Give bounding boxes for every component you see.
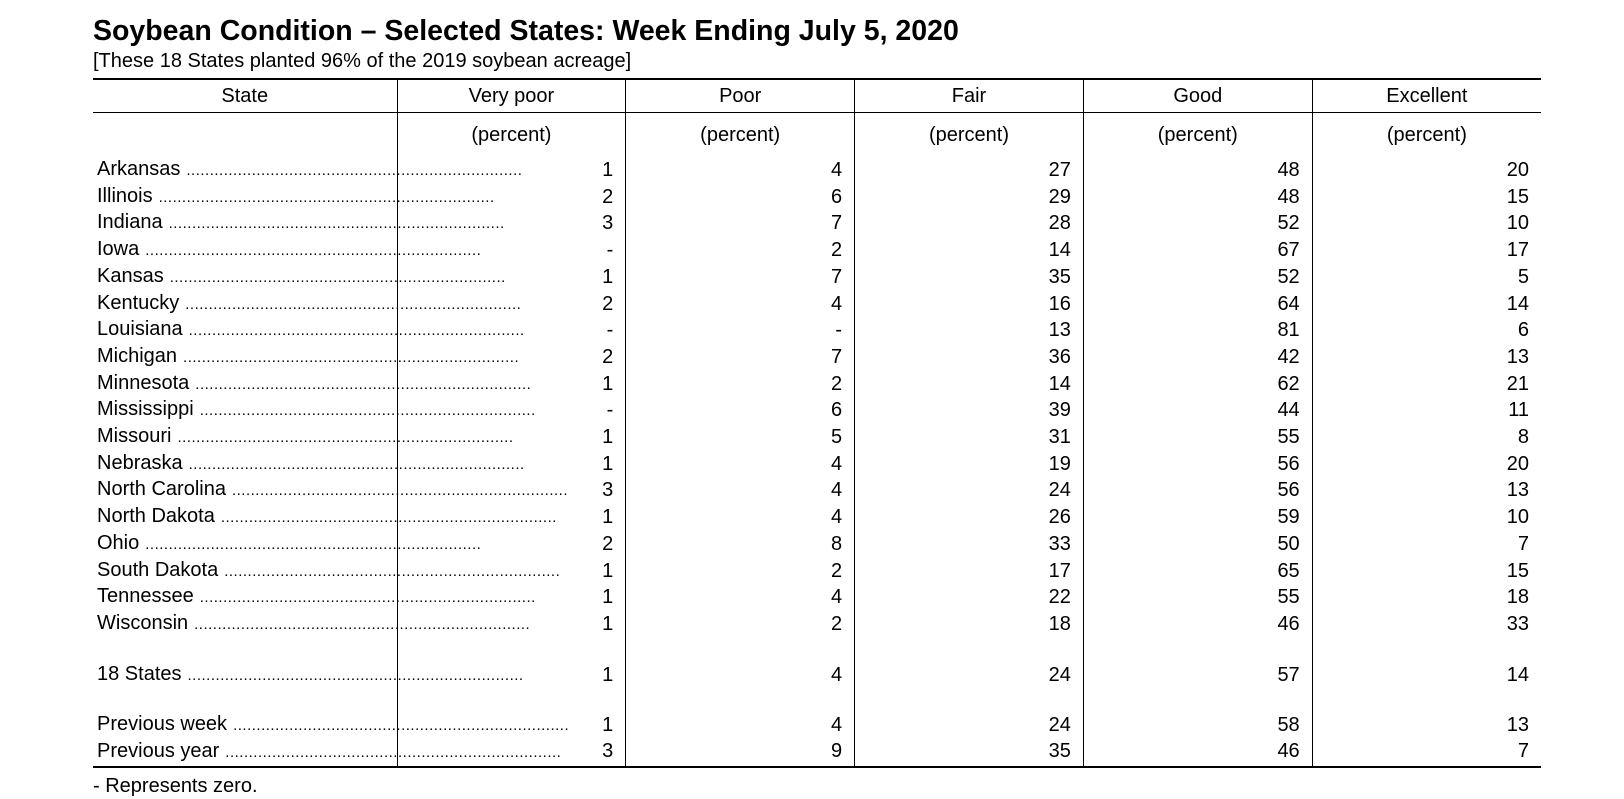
value-cell-excellent: 5 [1312, 264, 1541, 291]
table-row [93, 558, 1541, 585]
value-cell-excellent: 7 [1312, 739, 1541, 767]
value-cell-fair: 16 [855, 291, 1084, 318]
dot-leader: ........................................................................ [158, 188, 495, 206]
value-cell-poor: - [626, 317, 855, 344]
state-cell [93, 451, 525, 478]
state-name: Michigan [97, 344, 178, 367]
value-cell-very-poor: 2 [397, 184, 626, 211]
dot-leader: ........................................................................ [186, 162, 523, 179]
value-cell-fair: 13 [855, 317, 1084, 344]
dot-leader: ........................................................................ [188, 322, 525, 340]
spacer-cell [1312, 638, 1541, 662]
dot-leader: ........................................................................ [199, 402, 536, 420]
value-cell-excellent: 18 [1312, 584, 1541, 611]
state-name: Kansas [97, 264, 164, 287]
value-cell-very-poor: 3 [397, 210, 626, 237]
table-row [93, 611, 1541, 638]
value-cell-excellent: 8 [1312, 424, 1541, 451]
spacer-cell [1312, 688, 1541, 712]
state-cell [93, 531, 482, 558]
value-cell-poor: 4 [626, 712, 855, 739]
dot-leader: ........................................................................ [177, 429, 514, 447]
table-row [93, 184, 1541, 211]
value-cell-poor: 5 [626, 424, 855, 451]
table-body [93, 113, 1541, 768]
value-cell-good: 48 [1083, 157, 1312, 184]
value-cell-fair: 39 [855, 397, 1084, 424]
value-cell-good: 55 [1083, 424, 1312, 451]
column-header-good: Good [1083, 79, 1312, 113]
value-cell-excellent: 13 [1312, 712, 1541, 739]
state-cell [93, 739, 562, 767]
value-cell-very-poor: 2 [397, 344, 626, 371]
state-label-leader [97, 157, 523, 184]
units-cell-excellent: (percent) [1312, 113, 1541, 158]
state-cell [93, 712, 570, 739]
state-cell [93, 397, 536, 424]
value-cell-good: 55 [1083, 584, 1312, 611]
state-name: Illinois [97, 184, 153, 207]
column-header-fair: Fair [855, 79, 1084, 113]
dot-leader: ........................................................................ [220, 509, 557, 527]
value-cell-excellent: 14 [1312, 662, 1541, 689]
value-cell-poor: 4 [626, 291, 855, 318]
table-row [93, 157, 1541, 184]
state-name: Kentucky [97, 291, 180, 314]
state-label-leader [97, 558, 561, 585]
column-header-very-poor: Very poor [397, 79, 626, 113]
spacer-cell [397, 638, 626, 662]
spacer-cell [626, 688, 855, 712]
spacer-cell [855, 638, 1084, 662]
dot-leader: ........................................................................ [194, 615, 531, 633]
comparison-row [93, 739, 1541, 767]
table-row [93, 291, 1541, 318]
dot-leader: ........................................................................ [145, 535, 482, 553]
state-label-leader [97, 371, 532, 398]
state-label-leader [97, 237, 482, 264]
value-cell-very-poor: 2 [397, 291, 626, 318]
state-cell [93, 477, 569, 504]
state-label-leader [97, 424, 514, 451]
header-row [93, 79, 1541, 113]
state-label-leader [97, 584, 536, 611]
value-cell-good: 52 [1083, 264, 1312, 291]
value-cell-fair: 26 [855, 504, 1084, 531]
value-cell-excellent: 15 [1312, 184, 1541, 211]
state-label-leader [97, 264, 506, 291]
state-label-leader [97, 662, 524, 689]
value-cell-excellent: 10 [1312, 504, 1541, 531]
state-name: Previous year [97, 740, 220, 763]
units-cell-state [93, 113, 397, 158]
value-cell-good: 56 [1083, 451, 1312, 478]
value-cell-very-poor: 1 [397, 662, 626, 689]
dot-leader: ........................................................................ [231, 482, 569, 500]
units-cell-very-poor: (percent) [397, 113, 626, 158]
dot-leader: ........................................................................ [195, 375, 532, 393]
spacer-row [93, 688, 1541, 712]
dot-leader: ........................................................................ [233, 717, 570, 735]
column-header-excellent: Excellent [1312, 79, 1541, 113]
table-row [93, 344, 1541, 371]
spacer-cell [397, 688, 626, 712]
total-row [93, 662, 1541, 689]
state-cell [93, 157, 523, 184]
value-cell-good: 59 [1083, 504, 1312, 531]
value-cell-good: 62 [1083, 371, 1312, 398]
value-cell-fair: 24 [855, 712, 1084, 739]
value-cell-excellent: 10 [1312, 210, 1541, 237]
value-cell-excellent: 6 [1312, 317, 1541, 344]
state-name: Minnesota [97, 371, 190, 394]
dot-leader: ........................................................................ [168, 215, 505, 233]
state-label-leader [97, 184, 495, 211]
state-label-leader [97, 504, 557, 531]
value-cell-very-poor: 1 [397, 264, 626, 291]
value-cell-very-poor: - [397, 397, 626, 424]
units-cell-fair: (percent) [855, 113, 1084, 158]
value-cell-very-poor: 1 [397, 584, 626, 611]
table-row [93, 264, 1541, 291]
value-cell-good: 42 [1083, 344, 1312, 371]
value-cell-excellent: 13 [1312, 477, 1541, 504]
value-cell-poor: 2 [626, 371, 855, 398]
value-cell-very-poor: 1 [397, 712, 626, 739]
value-cell-poor: 7 [626, 344, 855, 371]
state-cell [93, 210, 505, 237]
value-cell-fair: 18 [855, 611, 1084, 638]
value-cell-poor: 4 [626, 504, 855, 531]
value-cell-fair: 27 [855, 157, 1084, 184]
dot-leader: ........................................................................ [169, 268, 506, 286]
spacer-cell [93, 638, 397, 662]
value-cell-fair: 19 [855, 451, 1084, 478]
value-cell-poor: 2 [626, 237, 855, 264]
value-cell-good: 57 [1083, 662, 1312, 689]
table-row [93, 397, 1541, 424]
table-row [93, 477, 1541, 504]
footnote: - Represents zero. [93, 775, 258, 798]
state-cell [93, 424, 514, 451]
table-row [93, 424, 1541, 451]
value-cell-fair: 33 [855, 531, 1084, 558]
state-name: Mississippi [97, 398, 194, 421]
value-cell-fair: 14 [855, 371, 1084, 398]
value-cell-fair: 24 [855, 477, 1084, 504]
value-cell-excellent: 13 [1312, 344, 1541, 371]
state-name: Tennessee [97, 585, 194, 608]
dot-leader: ........................................................................ [145, 242, 482, 260]
value-cell-very-poor: - [397, 237, 626, 264]
table-row [93, 210, 1541, 237]
state-name: Missouri [97, 425, 172, 448]
value-cell-very-poor: 1 [397, 611, 626, 638]
value-cell-fair: 35 [855, 739, 1084, 767]
value-cell-excellent: 33 [1312, 611, 1541, 638]
spacer-cell [93, 688, 397, 712]
value-cell-poor: 2 [626, 611, 855, 638]
value-cell-good: 64 [1083, 291, 1312, 318]
state-name: Indiana [97, 211, 163, 234]
value-cell-good: 44 [1083, 397, 1312, 424]
state-cell [93, 291, 522, 318]
dot-leader: ........................................................................ [224, 562, 561, 580]
value-cell-good: 81 [1083, 317, 1312, 344]
value-cell-poor: 4 [626, 477, 855, 504]
state-cell [93, 317, 525, 344]
state-label-leader [97, 531, 482, 558]
state-cell [93, 344, 520, 371]
value-cell-fair: 22 [855, 584, 1084, 611]
state-cell [93, 558, 561, 585]
state-name: South Dakota [97, 558, 219, 581]
table-row [93, 504, 1541, 531]
value-cell-fair: 31 [855, 424, 1084, 451]
value-cell-good: 50 [1083, 531, 1312, 558]
spacer-cell [626, 638, 855, 662]
state-cell [93, 662, 524, 689]
value-cell-very-poor: 3 [397, 739, 626, 767]
dot-leader: ........................................................................ [225, 744, 562, 762]
state-name: Nebraska [97, 451, 183, 474]
value-cell-fair: 35 [855, 264, 1084, 291]
state-label-leader [97, 611, 531, 638]
state-cell [93, 611, 531, 638]
state-name: 18 States [97, 662, 182, 685]
dot-leader: ........................................................................ [188, 455, 525, 473]
table-row [93, 317, 1541, 344]
state-name: Louisiana [97, 318, 183, 341]
value-cell-poor: 7 [626, 264, 855, 291]
column-header-state: State [93, 79, 397, 113]
value-cell-poor: 6 [626, 184, 855, 211]
value-cell-poor: 4 [626, 157, 855, 184]
value-cell-poor: 2 [626, 558, 855, 585]
state-name: Ohio [97, 531, 140, 554]
dot-leader: ........................................................................ [199, 589, 536, 607]
spacer-cell [855, 688, 1084, 712]
value-cell-good: 48 [1083, 184, 1312, 211]
spacer-row [93, 638, 1541, 662]
report-page [93, 14, 1541, 799]
value-cell-poor: 4 [626, 451, 855, 478]
state-label-leader [97, 397, 536, 424]
table-row [93, 531, 1541, 558]
table-row [93, 371, 1541, 398]
report-title: Soybean Condition – Selected States: Week Ending July 5, 2020 [93, 15, 959, 47]
value-cell-very-poor: 1 [397, 157, 626, 184]
value-cell-very-poor: - [397, 317, 626, 344]
value-cell-very-poor: 1 [397, 451, 626, 478]
state-name: Arkansas [97, 158, 181, 180]
state-label-leader [97, 210, 505, 237]
value-cell-poor: 4 [626, 584, 855, 611]
value-cell-good: 65 [1083, 558, 1312, 585]
state-name: Wisconsin [97, 611, 189, 634]
value-cell-good: 46 [1083, 739, 1312, 767]
state-cell [93, 584, 536, 611]
state-cell [93, 504, 557, 531]
units-cell-poor: (percent) [626, 113, 855, 158]
table-header [93, 79, 1541, 113]
state-label-leader [97, 317, 525, 344]
state-cell [93, 264, 506, 291]
value-cell-fair: 14 [855, 237, 1084, 264]
state-label-leader [97, 477, 569, 504]
units-row [93, 113, 1541, 158]
value-cell-good: 56 [1083, 477, 1312, 504]
state-cell [93, 184, 495, 211]
table-row [93, 237, 1541, 264]
state-cell [93, 371, 532, 398]
value-cell-excellent: 11 [1312, 397, 1541, 424]
state-label-leader [97, 344, 520, 371]
value-cell-excellent: 17 [1312, 237, 1541, 264]
value-cell-excellent: 7 [1312, 531, 1541, 558]
value-cell-poor: 9 [626, 739, 855, 767]
value-cell-excellent: 14 [1312, 291, 1541, 318]
state-cell [93, 237, 482, 264]
dot-leader: ........................................................................ [183, 348, 520, 366]
value-cell-very-poor: 1 [397, 371, 626, 398]
state-label-leader [97, 291, 522, 318]
value-cell-good: 46 [1083, 611, 1312, 638]
value-cell-very-poor: 3 [397, 477, 626, 504]
table-row [93, 584, 1541, 611]
value-cell-excellent: 20 [1312, 451, 1541, 478]
value-cell-fair: 24 [855, 662, 1084, 689]
value-cell-poor: 8 [626, 531, 855, 558]
value-cell-fair: 36 [855, 344, 1084, 371]
value-cell-good: 67 [1083, 237, 1312, 264]
state-label-leader [97, 451, 525, 478]
state-name: Previous week [97, 713, 228, 736]
value-cell-good: 58 [1083, 712, 1312, 739]
comparison-row [93, 712, 1541, 739]
spacer-cell [1083, 638, 1312, 662]
state-label-leader [97, 712, 570, 739]
report-subtitle: [These 18 States planted 96% of the 2019 soybean acreage] [93, 50, 632, 72]
value-cell-very-poor: 2 [397, 531, 626, 558]
table-row [93, 451, 1541, 478]
state-name: North Carolina [97, 478, 226, 501]
value-cell-fair: 29 [855, 184, 1084, 211]
column-header-poor: Poor [626, 79, 855, 113]
units-cell-good: (percent) [1083, 113, 1312, 158]
condition-table [93, 78, 1541, 768]
value-cell-good: 52 [1083, 210, 1312, 237]
value-cell-fair: 17 [855, 558, 1084, 585]
value-cell-very-poor: 1 [397, 424, 626, 451]
value-cell-excellent: 21 [1312, 371, 1541, 398]
state-name: North Dakota [97, 505, 215, 528]
value-cell-fair: 28 [855, 210, 1084, 237]
dot-leader: ........................................................................ [185, 295, 522, 313]
value-cell-poor: 4 [626, 662, 855, 689]
dot-leader: ........................................................................ [187, 666, 524, 684]
state-label-leader [97, 739, 562, 765]
state-name: Iowa [97, 238, 140, 261]
value-cell-excellent: 15 [1312, 558, 1541, 585]
value-cell-poor: 6 [626, 397, 855, 424]
value-cell-very-poor: 1 [397, 504, 626, 531]
spacer-cell [1083, 688, 1312, 712]
value-cell-poor: 7 [626, 210, 855, 237]
value-cell-excellent: 20 [1312, 157, 1541, 184]
value-cell-very-poor: 1 [397, 558, 626, 585]
